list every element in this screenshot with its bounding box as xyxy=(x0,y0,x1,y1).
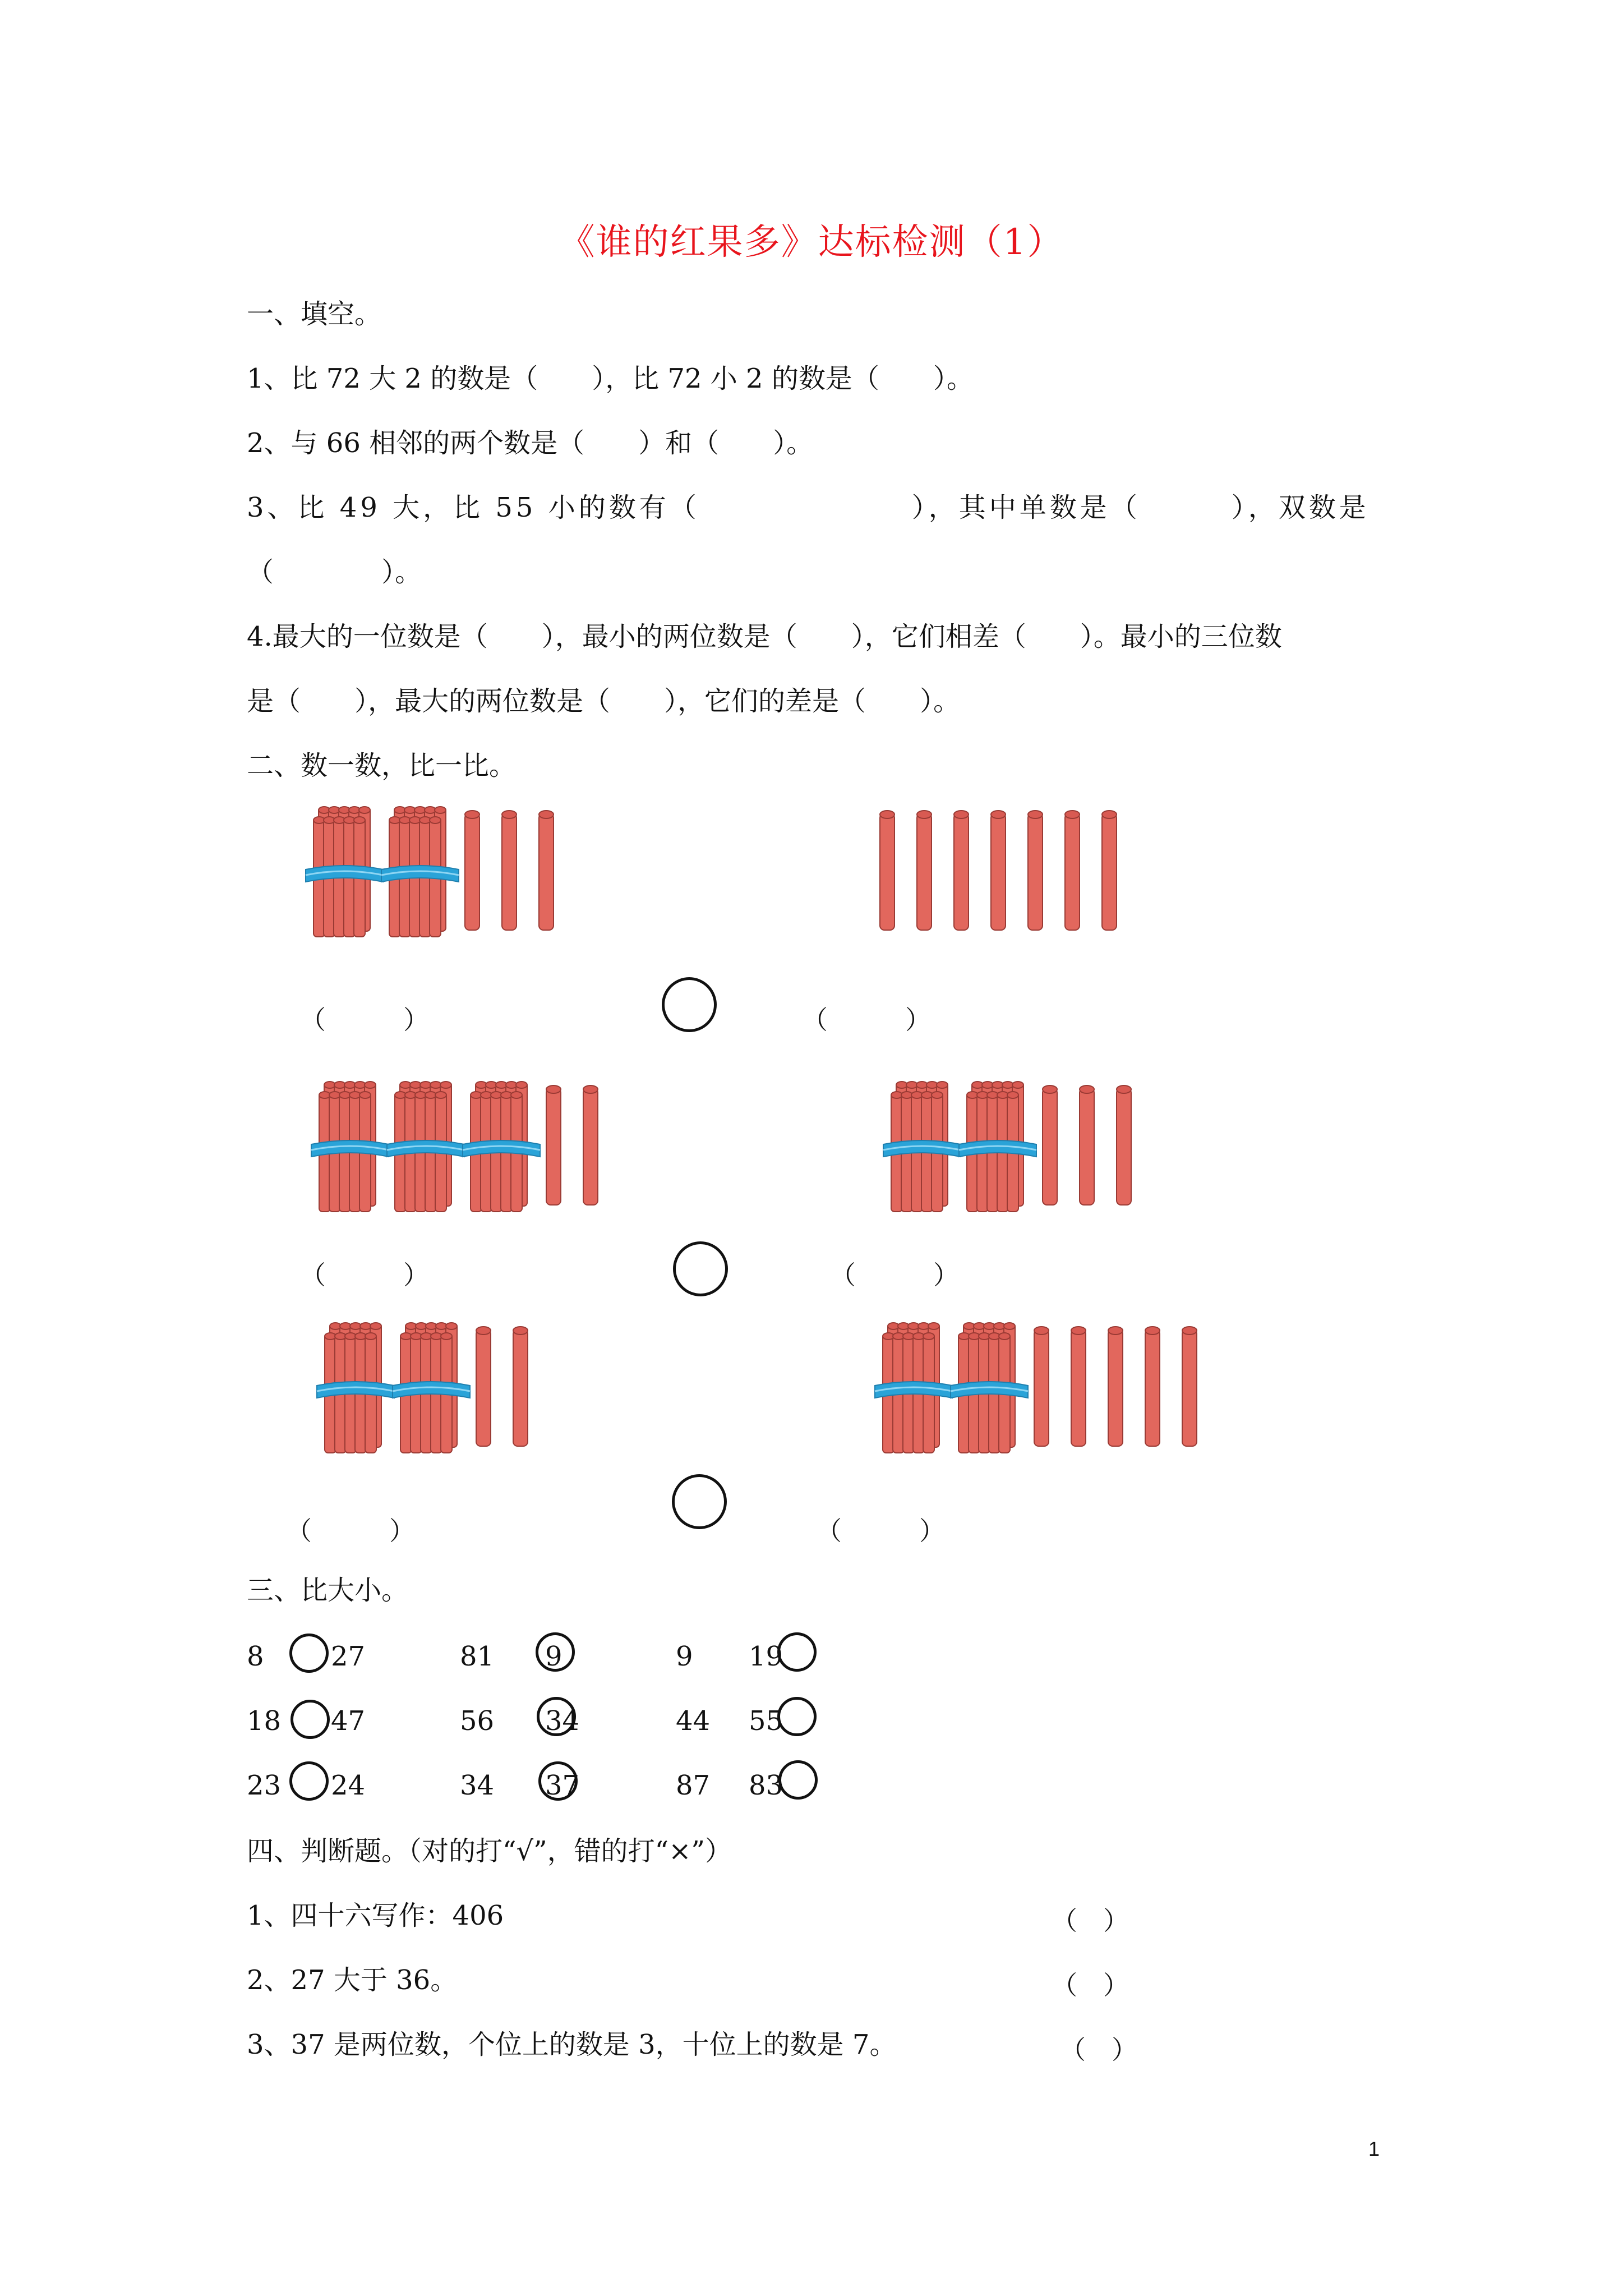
judge-item-1: 1、四十六写作：406 xyxy=(247,1900,504,1931)
answer-paren-1-right[interactable]: （ ） xyxy=(802,1005,931,1035)
question-1-2: 2、与 66 相邻的两个数是（ ）和（ ）。 xyxy=(247,427,814,459)
single-stick xyxy=(954,811,969,930)
stick-bundle-of-ten xyxy=(883,1082,961,1212)
question-1-1: 1、比 72 大 2 的数是（ ），比 72 小 2 的数是（ ）。 xyxy=(247,363,974,394)
stick-group-1-right xyxy=(872,808,1142,939)
compare-circle[interactable] xyxy=(537,1697,576,1736)
single-stick xyxy=(476,1327,491,1446)
compare-left-number: 8 xyxy=(247,1641,264,1672)
counting-sticks-figure xyxy=(872,808,1142,937)
compare-left-number: 34 xyxy=(460,1770,495,1801)
single-stick xyxy=(1108,1327,1123,1446)
answer-paren-1-left[interactable]: （ ） xyxy=(300,1005,429,1035)
stick-bundle-of-ten xyxy=(875,1323,952,1453)
single-stick xyxy=(1080,1085,1094,1205)
stick-bundle-of-ten xyxy=(463,1082,540,1212)
counting-sticks-figure xyxy=(875,1324,1223,1453)
compare-circle[interactable] xyxy=(778,1760,818,1800)
counting-sticks-figure xyxy=(317,1324,554,1453)
compare-left-number: 44 xyxy=(676,1705,711,1737)
compare-left-number: 87 xyxy=(676,1770,711,1801)
compare-right-number: 9 xyxy=(545,1641,562,1672)
stick-bundle-of-ten xyxy=(306,807,383,937)
compare-left-number: 18 xyxy=(247,1705,282,1737)
page-title: 《谁的红果多》达标检测（1） xyxy=(559,222,1064,263)
section-1-heading: 一、填空。 xyxy=(247,298,382,330)
section-2-heading: 二、数一数，比一比。 xyxy=(247,750,517,781)
compare-right-number: 34 xyxy=(545,1705,580,1737)
single-stick xyxy=(1028,811,1043,930)
compare-circle-3[interactable] xyxy=(672,1474,727,1529)
question-1-3-line-a: 3、比 49 大，比 55 小的数有（ ），其中单数是（ ），双数是 xyxy=(247,492,1370,523)
single-stick xyxy=(1034,1327,1049,1446)
compare-left-number: 23 xyxy=(247,1770,282,1801)
stick-group-1-left xyxy=(306,808,579,939)
single-stick xyxy=(991,811,1006,930)
compare-right-number: 37 xyxy=(545,1770,580,1801)
single-stick xyxy=(1071,1327,1086,1446)
single-stick xyxy=(546,1085,561,1205)
compare-left-number: 81 xyxy=(460,1641,495,1672)
compare-circle[interactable] xyxy=(538,1761,578,1801)
section-4-heading: 四、判断题。（对的打“√”，错的打“×”） xyxy=(247,1835,732,1867)
compare-circle[interactable] xyxy=(291,1700,330,1739)
answer-paren-3-right[interactable]: （ ） xyxy=(816,1516,945,1546)
stick-bundle-of-ten xyxy=(951,1323,1028,1453)
single-stick xyxy=(583,1085,598,1205)
single-stick xyxy=(1102,811,1117,930)
stick-group-2-right xyxy=(883,1083,1157,1214)
counting-sticks-figure xyxy=(306,808,579,937)
single-stick xyxy=(465,811,479,930)
counting-sticks-figure xyxy=(883,1083,1157,1212)
single-stick xyxy=(880,811,895,930)
single-stick xyxy=(502,811,517,930)
judge-answer-paren-2[interactable]: （ ） xyxy=(1052,1970,1129,2000)
answer-paren-2-right[interactable]: （ ） xyxy=(830,1260,959,1290)
compare-left-number: 56 xyxy=(460,1705,495,1737)
question-1-4-line-a: 4.最大的一位数是（ ），最小的两位数是（ ），它们相差（ ）。最小的三位数 xyxy=(247,621,1282,652)
judge-item-2: 2、27 大于 36。 xyxy=(247,1964,458,1996)
compare-circle[interactable] xyxy=(777,1632,817,1672)
section-3-heading: 三、比大小。 xyxy=(247,1575,409,1606)
stick-bundle-of-ten xyxy=(311,1082,389,1212)
compare-circle[interactable] xyxy=(536,1632,575,1672)
page-number: 1 xyxy=(1368,2137,1380,2160)
stick-bundle-of-ten xyxy=(317,1323,394,1453)
stick-bundle-of-ten xyxy=(959,1082,1036,1212)
compare-right-number: 27 xyxy=(331,1641,366,1672)
stick-bundle-of-ten xyxy=(381,807,459,937)
compare-right-number: 24 xyxy=(331,1770,366,1801)
compare-right-number: 47 xyxy=(331,1705,366,1737)
question-1-4-line-b: 是（ ），最大的两位数是（ ），它们的差是（ ）。 xyxy=(247,685,961,717)
compare-right-number: 55 xyxy=(749,1705,783,1737)
single-stick xyxy=(513,1327,528,1446)
compare-circle[interactable] xyxy=(777,1697,817,1736)
compare-left-number: 9 xyxy=(676,1641,693,1672)
stick-group-3-right xyxy=(875,1324,1223,1455)
stick-bundle-of-ten xyxy=(387,1082,464,1212)
stick-group-2-left xyxy=(311,1083,624,1214)
compare-circle[interactable] xyxy=(289,1634,329,1673)
stick-group-3-left xyxy=(317,1324,554,1455)
single-stick xyxy=(1145,1327,1160,1446)
compare-circle[interactable] xyxy=(289,1761,329,1801)
compare-circle-1[interactable] xyxy=(662,977,717,1032)
single-stick xyxy=(1182,1327,1197,1446)
single-stick xyxy=(1065,811,1080,930)
stick-bundle-of-ten xyxy=(393,1323,470,1453)
single-stick xyxy=(539,811,554,930)
judge-item-3: 3、37 是两位数，个位上的数是 3，十位上的数是 7。 xyxy=(247,2029,897,2060)
judge-answer-paren-1[interactable]: （ ） xyxy=(1052,1906,1129,1936)
judge-answer-paren-3[interactable]: （ ） xyxy=(1060,2035,1137,2065)
question-1-3-line-b: （ ）。 xyxy=(247,556,422,588)
answer-paren-3-left[interactable]: （ ） xyxy=(286,1516,415,1546)
single-stick xyxy=(1117,1085,1131,1205)
single-stick xyxy=(917,811,932,930)
compare-right-number: 19 xyxy=(749,1641,783,1672)
single-stick xyxy=(1043,1085,1057,1205)
compare-circle-2[interactable] xyxy=(673,1241,728,1296)
counting-sticks-figure xyxy=(311,1083,624,1212)
compare-right-number: 83 xyxy=(749,1770,783,1801)
answer-paren-2-left[interactable]: （ ） xyxy=(300,1260,429,1290)
